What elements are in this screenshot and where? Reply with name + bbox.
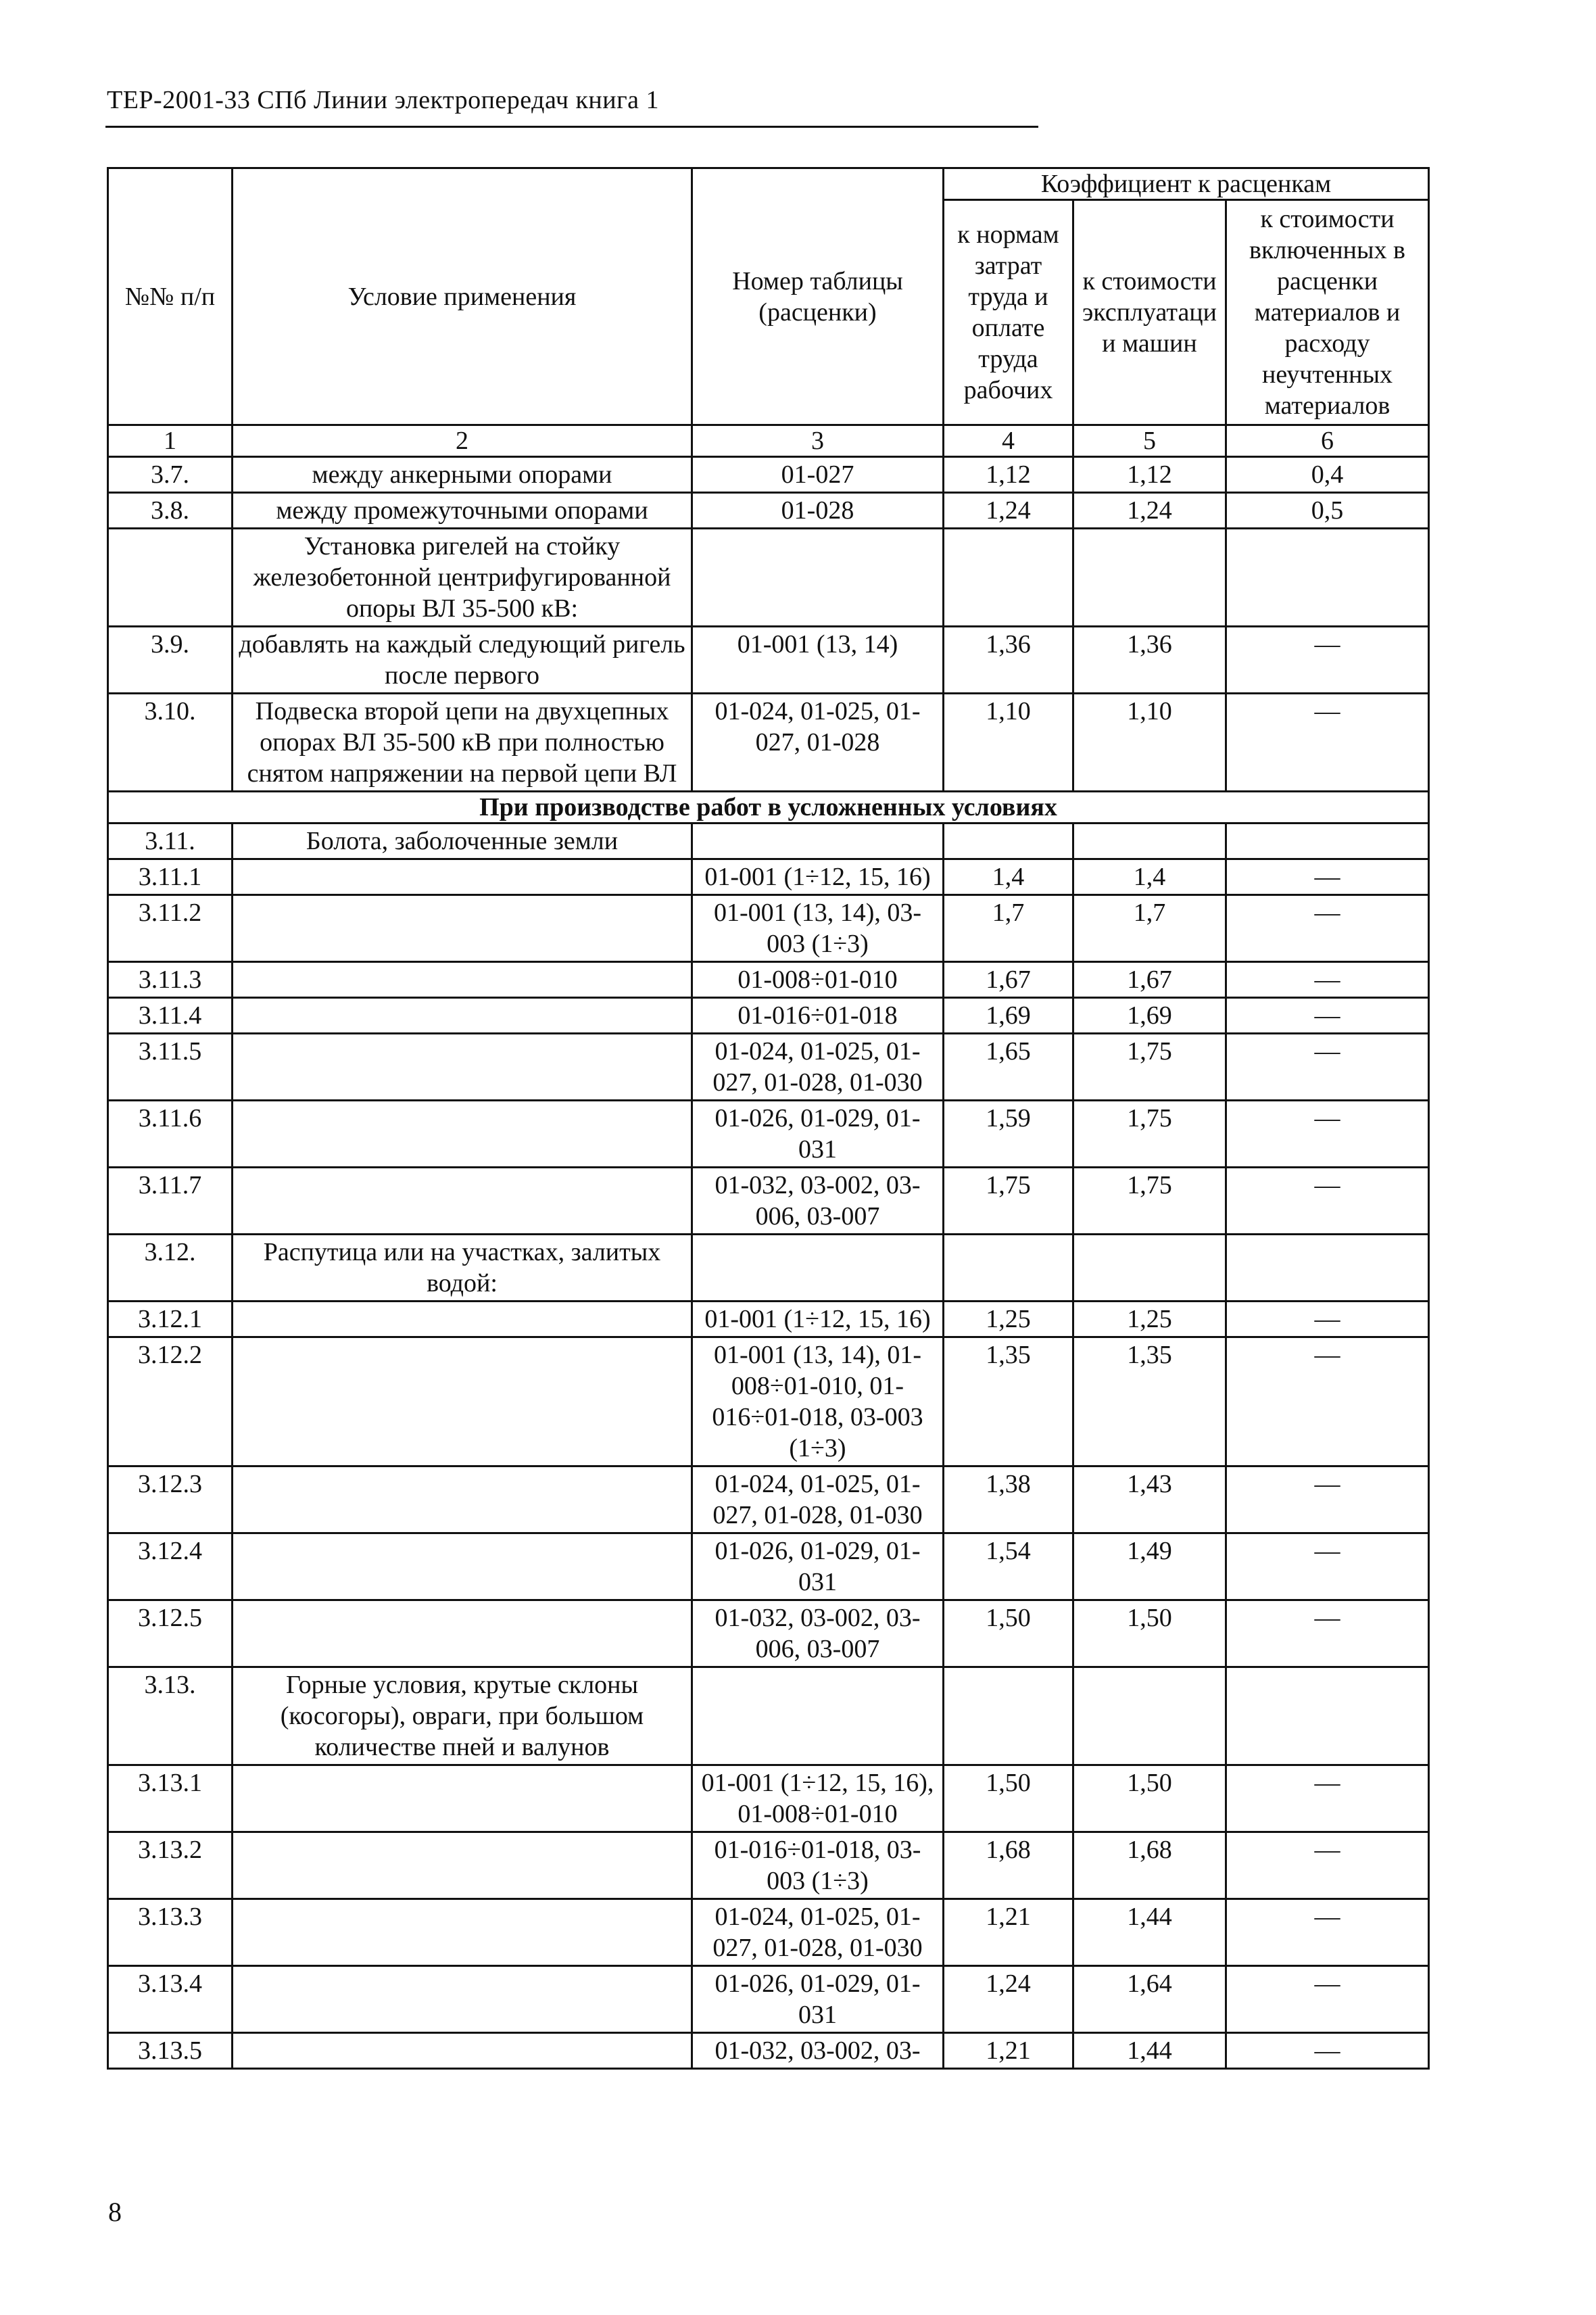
row-table-number: 01-001 (1÷12, 15, 16) [692,859,944,895]
row-labor-coefficient: 1,36 [944,627,1073,694]
row-machines-coefficient: 1,10 [1073,694,1226,792]
row-machines-coefficient: 1,4 [1073,859,1226,895]
row-table-number: 01-016÷01-018 [692,998,944,1034]
row-machines-coefficient [1073,1235,1226,1302]
row-number: 3.11.1 [108,859,233,895]
row-condition: Распутица или на участках, залитых водой: [233,1235,692,1302]
row-number: 3.8. [108,493,233,529]
row-machines-coefficient: 1,75 [1073,1101,1226,1168]
row-number: 3.11.3 [108,962,233,998]
row-number: 3.11.2 [108,895,233,962]
table-row [108,998,1429,1034]
row-labor-coefficient: 1,59 [944,1101,1073,1168]
row-number: 3.13.2 [108,1832,233,1899]
table-row [108,694,1429,792]
row-condition [233,998,692,1034]
row-table-number: 01-001 (1÷12, 15, 16) [692,1302,944,1337]
header-coefficient-group: Коэффициент к расценкам [944,168,1429,200]
row-table-number [692,824,944,859]
row-labor-coefficient: 1,54 [944,1533,1073,1600]
row-number: 3.11.5 [108,1034,233,1101]
row-condition [233,1034,692,1101]
row-machines-coefficient: 1,75 [1073,1168,1226,1235]
row-table-number: 01-001 (1÷12, 15, 16), 01-008÷01-010 [692,1765,944,1832]
section-row [108,792,1429,824]
row-labor-coefficient [944,824,1073,859]
row-number: 3.11. [108,824,233,859]
row-materials-coefficient [1226,1235,1429,1302]
row-materials-coefficient [1226,1667,1429,1765]
header-divider [105,126,1038,128]
row-table-number: 01-026, 01-029, 01-031 [692,1966,944,2033]
table-row [108,1966,1429,2033]
row-labor-coefficient: 1,21 [944,2033,1073,2069]
header-table-number: Номер таблицы (расценки) [692,168,944,425]
row-number: 3.12.1 [108,1302,233,1337]
table-row [108,1235,1429,1302]
row-number: 3.12.2 [108,1337,233,1466]
row-condition [233,1337,692,1466]
row-condition [233,962,692,998]
table-row [108,962,1429,998]
table-body [108,168,1429,2069]
page-number: 8 [108,2197,122,2227]
row-machines-coefficient: 1,36 [1073,627,1226,694]
table-row [108,895,1429,962]
row-labor-coefficient: 1,10 [944,694,1073,792]
row-table-number [692,1667,944,1765]
table-row [108,1101,1429,1168]
table-row [108,2033,1429,2069]
table-row [108,1302,1429,1337]
row-condition [233,1899,692,1966]
row-number: 3.13.1 [108,1765,233,1832]
row-machines-coefficient: 1,75 [1073,1034,1226,1101]
row-table-number: 01-024, 01-025, 01-027, 01-028, 01-030 [692,1466,944,1533]
row-labor-coefficient: 1,75 [944,1168,1073,1235]
table-row [108,1899,1429,1966]
row-number: 3.11.7 [108,1168,233,1235]
row-number: 3.13. [108,1667,233,1765]
row-materials-coefficient: — [1226,1466,1429,1533]
row-machines-coefficient: 1,67 [1073,962,1226,998]
column-number: 4 [944,425,1073,457]
row-number: 3.12.4 [108,1533,233,1600]
row-materials-coefficient: — [1226,1168,1429,1235]
row-condition [233,1101,692,1168]
row-number [108,529,233,627]
row-condition [233,1168,692,1235]
row-condition: между промежуточными опорами [233,493,692,529]
row-number: 3.13.4 [108,1966,233,2033]
row-machines-coefficient: 1,50 [1073,1600,1226,1667]
row-condition [233,859,692,895]
row-materials-coefficient: — [1226,1034,1429,1101]
table-row [108,1466,1429,1533]
row-condition: Горные условия, крутые склоны (косогоры), овраги, при большом количестве пней и валунов [233,1667,692,1765]
table-row [108,1168,1429,1235]
table-row [108,1600,1429,1667]
row-table-number: 01-001 (13, 14), 01-008÷01-010, 01-016÷01-018, 03-003 (1÷3) [692,1337,944,1466]
row-condition [233,1533,692,1600]
table-row [108,627,1429,694]
row-condition: Установка ригелей на стойку железобетонной центрифугированной опоры ВЛ 35-500 кВ: [233,529,692,627]
row-materials-coefficient [1226,529,1429,627]
table-row [108,1034,1429,1101]
row-machines-coefficient: 1,35 [1073,1337,1226,1466]
table-row [108,1765,1429,1832]
row-materials-coefficient: 0,5 [1226,493,1429,529]
row-number: 3.10. [108,694,233,792]
row-condition [233,1765,692,1832]
row-number: 3.7. [108,457,233,493]
row-labor-coefficient: 1,12 [944,457,1073,493]
row-machines-coefficient: 1,44 [1073,1899,1226,1966]
row-condition [233,895,692,962]
row-labor-coefficient: 1,68 [944,1832,1073,1899]
row-condition [233,1832,692,1899]
header-materials: к стоимости включенных в расценки материалов и расходу неучтенных материалов [1226,200,1429,425]
row-table-number: 01-008÷01-010 [692,962,944,998]
row-materials-coefficient: — [1226,1337,1429,1466]
row-table-number: 01-001 (13, 14) [692,627,944,694]
row-labor-coefficient: 1,21 [944,1899,1073,1966]
row-number: 3.12.5 [108,1600,233,1667]
row-materials-coefficient: — [1226,1600,1429,1667]
row-materials-coefficient: — [1226,1533,1429,1600]
row-materials-coefficient: — [1226,1302,1429,1337]
document-header-title: ТЕР-2001-33 СПб Линии электропередач книга 1 [107,86,660,114]
row-machines-coefficient: 1,25 [1073,1302,1226,1337]
row-number: 3.11.6 [108,1101,233,1168]
row-number: 3.12. [108,1235,233,1302]
row-condition: Подвеска второй цепи на двухцепных опорах ВЛ 35-500 кВ при полностью снятом напряжении на первой цепи ВЛ [233,694,692,792]
table-row [108,859,1429,895]
column-number-row [108,425,1429,457]
row-materials-coefficient: — [1226,1832,1429,1899]
table-row [108,1337,1429,1466]
row-materials-coefficient: — [1226,962,1429,998]
row-machines-coefficient [1073,1667,1226,1765]
row-condition: между анкерными опорами [233,457,692,493]
row-labor-coefficient [944,529,1073,627]
row-machines-coefficient: 1,44 [1073,2033,1226,2069]
row-labor-coefficient: 1,35 [944,1337,1073,1466]
row-labor-coefficient: 1,24 [944,493,1073,529]
row-condition [233,1302,692,1337]
table-row [108,1832,1429,1899]
row-condition [233,2033,692,2069]
row-labor-coefficient [944,1235,1073,1302]
row-table-number: 01-024, 01-025, 01-027, 01-028 [692,694,944,792]
row-materials-coefficient: — [1226,627,1429,694]
row-labor-coefficient: 1,50 [944,1600,1073,1667]
row-materials-coefficient: — [1226,895,1429,962]
row-machines-coefficient: 1,49 [1073,1533,1226,1600]
row-number: 3.13.3 [108,1899,233,1966]
row-materials-coefficient: — [1226,1966,1429,2033]
header-row-top [108,168,1429,200]
row-machines-coefficient [1073,824,1226,859]
row-number: 3.11.4 [108,998,233,1034]
row-machines-coefficient [1073,529,1226,627]
row-number: 3.9. [108,627,233,694]
row-labor-coefficient: 1,69 [944,998,1073,1034]
row-labor-coefficient [944,1667,1073,1765]
row-condition: Болота, заболоченные земли [233,824,692,859]
row-labor-coefficient: 1,38 [944,1466,1073,1533]
row-materials-coefficient: — [1226,694,1429,792]
row-table-number [692,1235,944,1302]
row-table-number: 01-026, 01-029, 01-031 [692,1533,944,1600]
row-materials-coefficient: — [1226,859,1429,895]
row-condition [233,1600,692,1667]
row-machines-coefficient: 1,69 [1073,998,1226,1034]
row-table-number: 01-032, 03-002, 03-006, 03-007 [692,1168,944,1235]
column-number: 5 [1073,425,1226,457]
row-machines-coefficient: 1,12 [1073,457,1226,493]
header-num: №№ п/п [108,168,233,425]
row-table-number: 01-032, 03-002, 03- [692,2033,944,2069]
table-row [108,824,1429,859]
row-condition [233,1466,692,1533]
coefficients-table [107,167,1430,2070]
row-machines-coefficient: 1,24 [1073,493,1226,529]
table-row [108,529,1429,627]
row-table-number: 01-001 (13, 14), 03-003 (1÷3) [692,895,944,962]
row-materials-coefficient [1226,824,1429,859]
row-machines-coefficient: 1,50 [1073,1765,1226,1832]
row-materials-coefficient: 0,4 [1226,457,1429,493]
row-table-number: 01-024, 01-025, 01-027, 01-028, 01-030 [692,1899,944,1966]
column-number: 2 [233,425,692,457]
row-table-number: 01-026, 01-029, 01-031 [692,1101,944,1168]
row-labor-coefficient: 1,7 [944,895,1073,962]
section-title: При производстве работ в усложненных условиях [108,792,1429,824]
row-labor-coefficient: 1,65 [944,1034,1073,1101]
row-number: 3.13.5 [108,2033,233,2069]
row-labor-coefficient: 1,67 [944,962,1073,998]
row-condition [233,1966,692,2033]
row-table-number: 01-024, 01-025, 01-027, 01-028, 01-030 [692,1034,944,1101]
row-table-number: 01-028 [692,493,944,529]
row-number: 3.12.3 [108,1466,233,1533]
row-labor-coefficient: 1,50 [944,1765,1073,1832]
column-number: 6 [1226,425,1429,457]
row-table-number: 01-016÷01-018, 03-003 (1÷3) [692,1832,944,1899]
row-materials-coefficient: — [1226,1899,1429,1966]
header-condition: Условие применения [233,168,692,425]
row-machines-coefficient: 1,64 [1073,1966,1226,2033]
column-number: 3 [692,425,944,457]
row-labor-coefficient: 1,4 [944,859,1073,895]
table-row [108,493,1429,529]
row-materials-coefficient: — [1226,2033,1429,2069]
row-condition: добавлять на каждый следующий ригель после первого [233,627,692,694]
row-table-number [692,529,944,627]
header-machines: к стоимости эксплуатации машин [1073,200,1226,425]
row-machines-coefficient: 1,7 [1073,895,1226,962]
column-number: 1 [108,425,233,457]
header-labor: к нормам затрат труда и оплате труда рабочих [944,200,1073,425]
row-materials-coefficient: — [1226,1765,1429,1832]
table-row [108,457,1429,493]
table-row [108,1533,1429,1600]
row-labor-coefficient: 1,25 [944,1302,1073,1337]
row-table-number: 01-032, 03-002, 03-006, 03-007 [692,1600,944,1667]
row-materials-coefficient: — [1226,998,1429,1034]
row-machines-coefficient: 1,68 [1073,1832,1226,1899]
row-materials-coefficient: — [1226,1101,1429,1168]
row-labor-coefficient: 1,24 [944,1966,1073,2033]
table-row [108,1667,1429,1765]
row-machines-coefficient: 1,43 [1073,1466,1226,1533]
row-table-number: 01-027 [692,457,944,493]
